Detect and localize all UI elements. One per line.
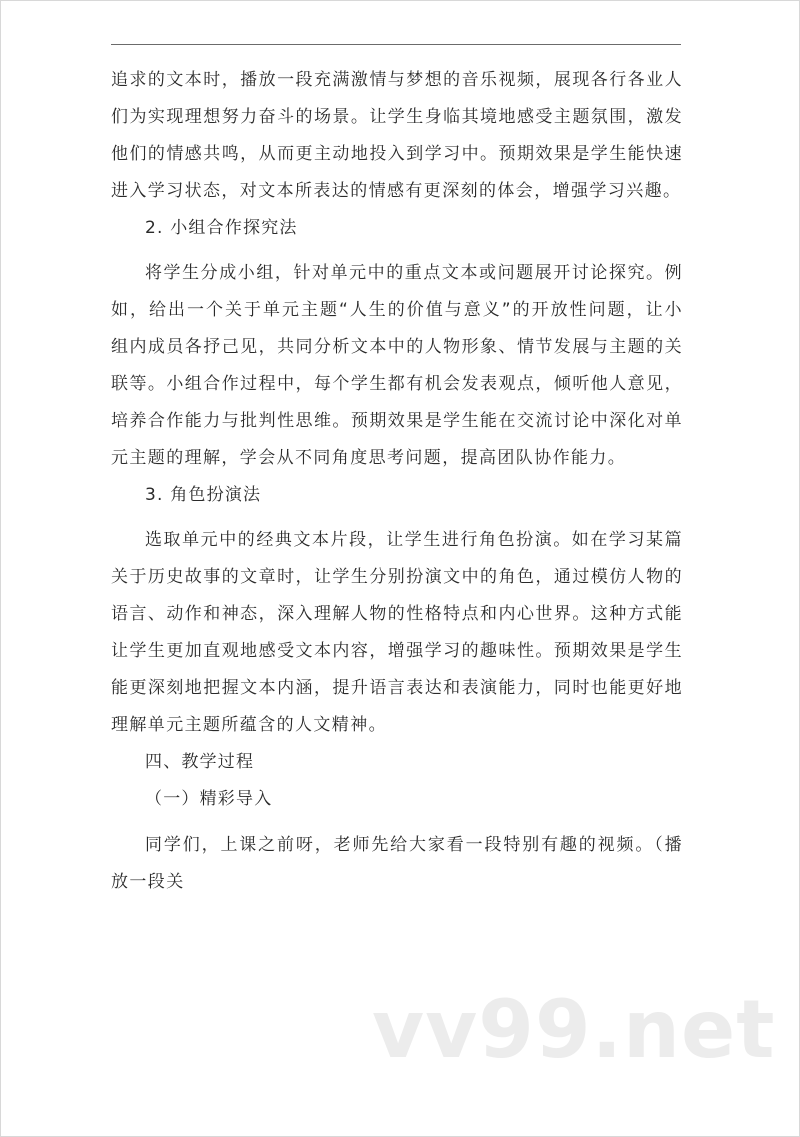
subsection-heading-introduction: （一）精彩导入 — [145, 789, 273, 809]
document-body — [111, 62, 683, 901]
section-heading-teaching-process: 四、教学过程 — [145, 752, 255, 772]
paragraph-introduction: 同学们，上课之前呀，老师先给大家看一段特别有趣的视频。（播放一段关 — [111, 835, 683, 892]
paragraph-role-play: 选取单元中的经典文本片段，让学生进行角色扮演。如在学习某篇关于历史故事的文章时，让学生分别扮演文中的角色，通过模仿人物的语言、动作和神态，深入理解人物的性格特点和内心世界。这种方式能让学生更加直观地感受文本内容，增强学习的趣味性。预期效果是学生能更深刻地把握文本内涵，提升语言表达和表演能力，同时也能更好地理解单元主题所蕴含的人文精神。 — [111, 530, 683, 735]
header-divider — [111, 44, 681, 45]
watermark-logo: vv99.net — [372, 983, 776, 1076]
paragraph-continuation: 追求的文本时，播放一段充满激情与梦想的音乐视频，展现各行各业人们为实现理想努力奋斗的场景。让学生身临其境地感受主题氛围，激发他们的情感共鸣，从而更主动地投入到学习中。预期效果是学生能快速进入学习状态，对文本所表达的情感有更深刻的体会，增强学习兴趣。 — [111, 70, 683, 201]
paragraph-group-inquiry: 将学生分成小组，针对单元中的重点文本或问题展开讨论探究。例如，给出一个关于单元主题“人生的价值与意义”的开放性问题，让小组内成员各抒己见，共同分析文本中的人物形象、情节发展与主题的关联等。小组合作过程中，每个学生都有机会发表观点，倾听他人意见，培养合作能力与批判性思维。预期效果是学生能在交流讨论中深化对单元主题的理解，学会从不同角度思考问题，提高团队协作能力。 — [111, 263, 683, 468]
section-heading-role-play: 3. 角色扮演法 — [145, 485, 262, 505]
section-heading-group-inquiry: 2. 小组合作探究法 — [145, 218, 298, 238]
